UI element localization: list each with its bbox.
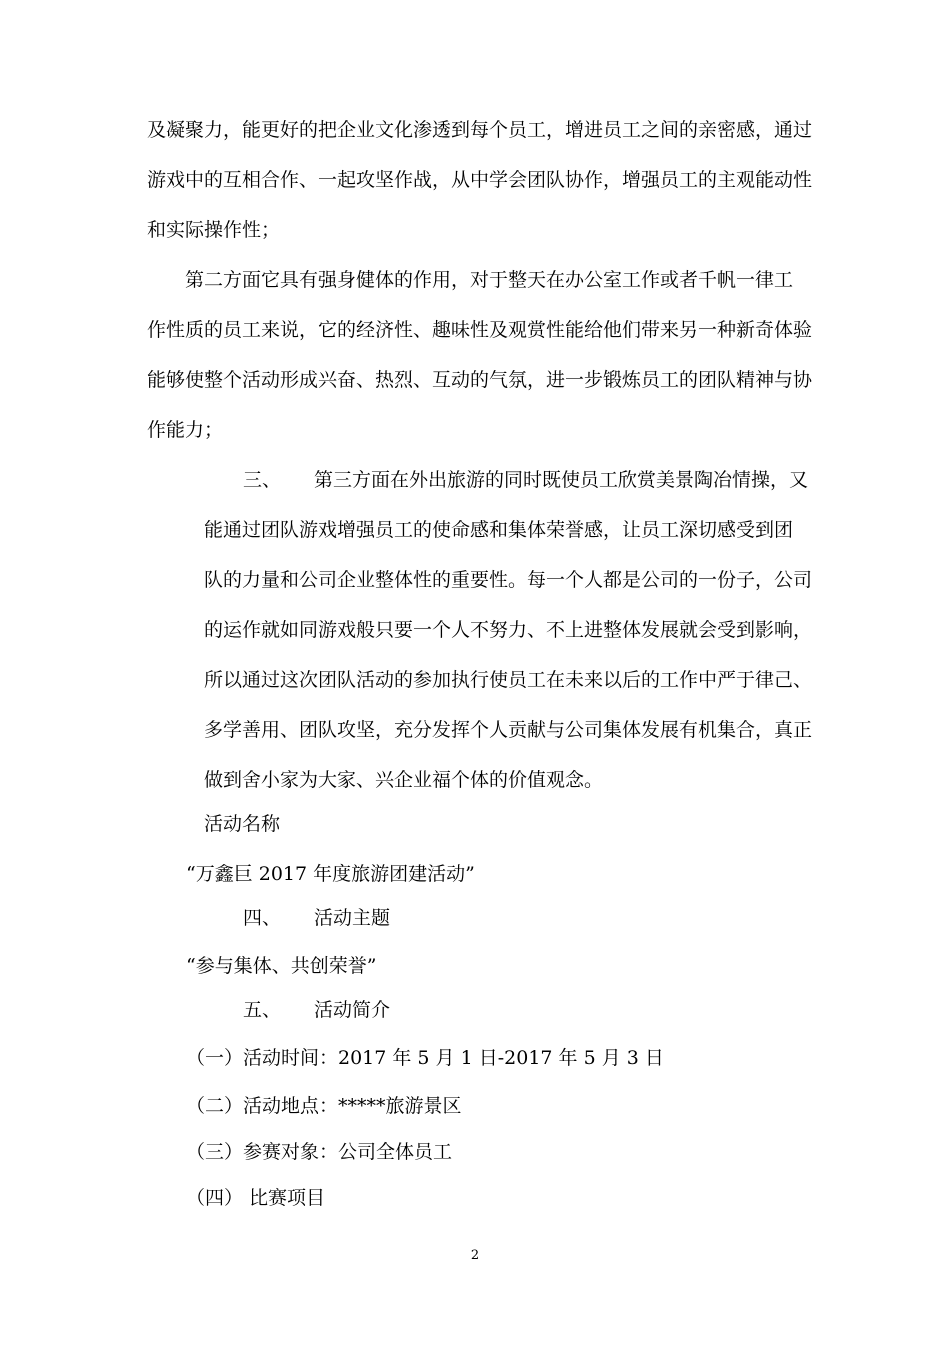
paragraph2-line: 作性质的员工来说，它的经济性、趣味性及观赏性能给他们带来另一种新奇体验 <box>147 319 813 341</box>
item5-title: 活动简介 <box>314 999 391 1021</box>
page-number: 2 <box>470 1248 480 1263</box>
paragraph1-line: 及凝聚力，能更好的把企业文化渗透到每个员工，增进员工之间的亲密感，通过 <box>147 119 813 141</box>
item3-line: 多学善用、团队攻坚，充分发挥个人贡献与公司集体发展有机集合，真正 <box>204 719 813 741</box>
item3-line: 的运作就如同游戏般只要一个人不努力、不上进整体发展就会受到影响， <box>204 619 813 641</box>
detail-participants: （三）参赛对象：公司全体员工 <box>186 1141 453 1163</box>
item5-number: 五、 <box>243 999 282 1021</box>
item3-number: 三、 <box>243 469 282 491</box>
item3-line: 所以通过这次团队活动的参加执行使员工在未来以后的工作中严于律己、 <box>204 669 813 691</box>
item3-line: 第三方面在外出旅游的同时既使员工欣赏美景陶冶情操，又 <box>314 469 809 491</box>
paragraph1-line: 和实际操作性； <box>147 219 281 241</box>
paragraph2-line: 作能力； <box>147 419 224 441</box>
detail-location: （二）活动地点：*****旅游景区 <box>186 1095 462 1117</box>
activity-name-label: 活动名称 <box>204 813 281 835</box>
theme-text: “参与集体、共创荣誉” <box>186 955 377 977</box>
paragraph1-line: 游戏中的互相合作、一起攻坚作战，从中学会团队协作，增强员工的主观能动性 <box>147 169 813 191</box>
item4-title: 活动主题 <box>314 907 391 929</box>
item3-line: 队的力量和公司企业整体性的重要性。每一个人都是公司的一份子，公司 <box>204 569 813 591</box>
detail-events: （四） 比赛项目 <box>186 1187 326 1209</box>
item3-line: 做到舍小家为大家、兴企业福个体的价值观念。 <box>204 769 604 791</box>
item4-number: 四、 <box>243 907 282 929</box>
item3-line: 能通过团队游戏增强员工的使命感和集体荣誉感，让员工深切感受到团 <box>204 519 794 541</box>
paragraph2-line: 能够使整个活动形成兴奋、热烈、互动的气氛，进一步锻炼员工的团队精神与协 <box>147 369 813 391</box>
detail-time: （一）活动时间：2017 年 5 月 1 日-2017 年 5 月 3 日 <box>186 1047 664 1069</box>
activity-name-value: “万鑫巨 2017 年度旅游团建活动” <box>186 863 475 885</box>
paragraph2-line: 第二方面它具有强身健体的作用，对于整天在办公室工作或者千帆一律工 <box>185 269 794 291</box>
